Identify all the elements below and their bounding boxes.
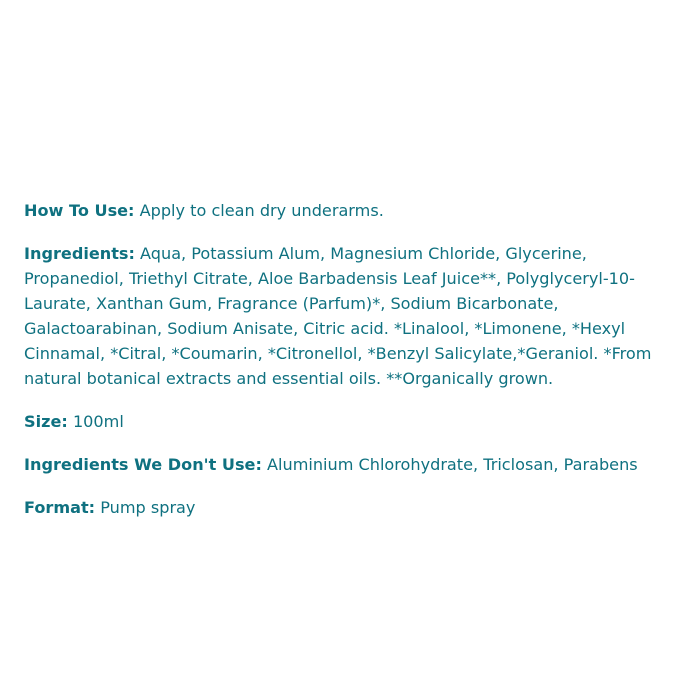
size-label: Size:	[24, 412, 68, 431]
excluded-ingredients-label: Ingredients We Don't Use:	[24, 455, 262, 474]
ingredients-label: Ingredients:	[24, 244, 135, 263]
excluded-ingredients-text: Aluminium Chlorohydrate, Triclosan, Parabens	[261, 455, 638, 474]
size-paragraph	[24, 409, 680, 434]
ingredients-paragraph	[24, 241, 680, 391]
format-text: Pump spray	[95, 498, 196, 517]
how-to-use-text: Apply to clean dry underarms.	[134, 201, 384, 220]
format-paragraph	[24, 495, 680, 520]
product-details	[24, 198, 680, 538]
format-label: Format:	[24, 498, 96, 517]
excluded-ingredients-paragraph	[24, 452, 680, 477]
how-to-use-paragraph	[24, 198, 680, 223]
size-text: 100ml	[67, 412, 124, 431]
ingredients-text: Aqua, Potassium Alum, Magnesium Chloride, Glycerine, Propanediol, Triethyl Citrate, Aloe Barbadensis Leaf Juice**, Polyglyceryl-10-Laurate, Xanthan Gum, Fragrance (Parfum)*, Sodium Bicarbonate, Galactoarabinan, Sodium Anisate, Citric acid. *Linalool, *Limonene, *Hexyl Cinnamal, *Citral, *Coumarin, *Citronellol, *Benzyl Salicylate,*Geraniol. *From natural botanical extracts and essential oils. **Organically grown.	[24, 244, 652, 388]
how-to-use-label: How To Use:	[24, 201, 135, 220]
